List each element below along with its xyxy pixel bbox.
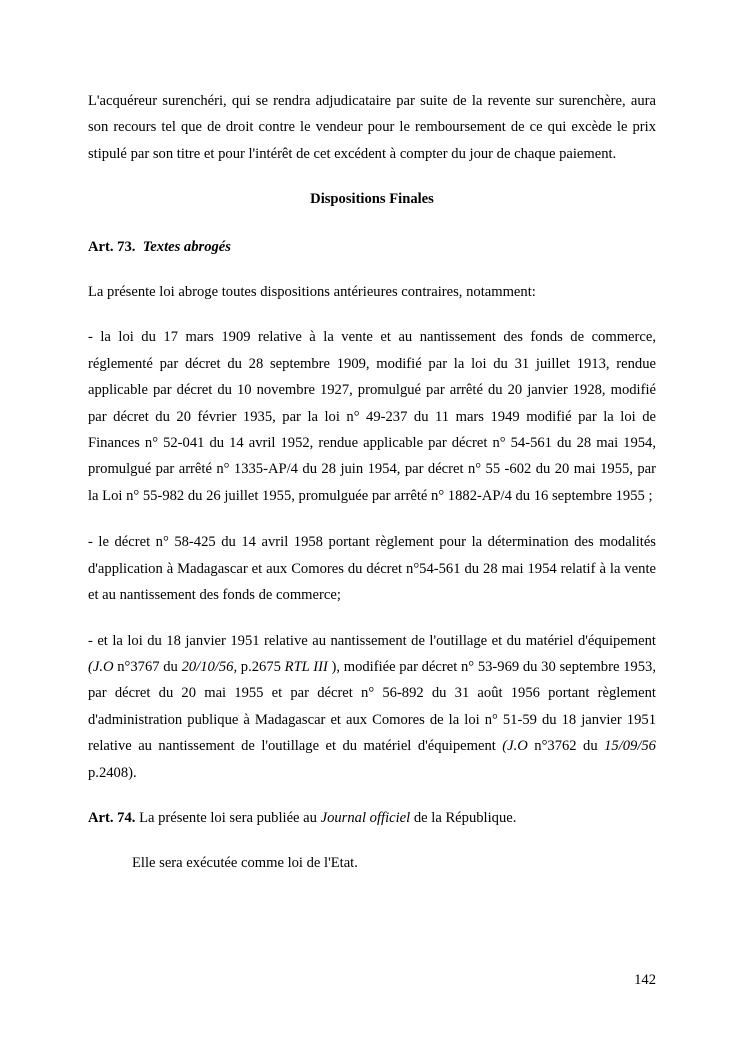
- art73-intro: La présente loi abroge toutes dispositions antérieures contraires, notamment:: [88, 284, 536, 301]
- journal-officiel: Journal officiel: [320, 809, 411, 826]
- page-number: 142: [634, 972, 656, 988]
- paragraph-intro: L'acquéreur surenchéri, qui se rendra adjudicataire par suite de la revente sur surenchère, aura son recours tel que de droit contre le vendeur pour le remboursement de ce qui excède le prix stipulé par son titre et pour l'intérêt de cet excédent à compter du jour de chaque paiement.: [88, 93, 656, 162]
- art73-heading: [88, 234, 656, 260]
- art74-number: Art. 74.: [88, 809, 136, 826]
- art73-title: Textes abrogés: [142, 238, 231, 255]
- art73-item-1: - la loi du 17 mars 1909 relative à la vente et au nantissement des fonds de commerce, réglementé par décret du 28 septembre 1909, modifié par la loi du 31 juillet 1913, rendue applicable par décret du 10 novembre 1927, promulgué par arrêté du 20 janvier 1928, modifié par décret du 20 février 1935, par la loi n° 49-237 du 11 mars 1949 modifié par la loi de Finances n° 52-041 du 14 avril 1952, rendue applicable par décret n° 54-561 du 28 mai 1954, promulgué par arrêté n° 1335-AP/4 du 28 juin 1954, par décret n° 55 -602 du 20 mai 1955, par la Loi n° 55-982 du 26 juillet 1955, promulguée par arrêté n° 1882-AP/4 du 16 septembre 1955 ;: [88, 329, 656, 504]
- art74-paragraph: Art. 74. La présente loi sera publiée au Journal officiel de la République.: [88, 809, 517, 826]
- section-heading: Dispositions Finales: [310, 191, 434, 208]
- art73-item-3: - et la loi du 18 janvier 1951 relative au nantissement de l'outillage et du matériel d'équipement (J.O n°3767 du 20/10/56, p.2675 RTL III ), modifiée par décret n° 53-969 du 30 septembre 1953, par décret du 20 mai 1955 et par décret n° 56-892 du 31 août 1956 portant règlement d'administration publique à Madagascar et aux Comores de la loi n° 51-59 du 18 janvier 1951 relative au nantissement de l'outillage et du matériel d'équipement (J.O n°3762 du 15/09/56 p.2408).: [88, 632, 656, 781]
- art74-execution: Elle sera exécutée comme loi de l'Etat.: [132, 855, 358, 872]
- art73-item-2: - le décret n° 58-425 du 14 avril 1958 portant règlement pour la détermination des modalités d'application à Madagascar et aux Comores du décret n°54-561 du 28 mai 1954 relatif à la vente et au nantissement des fonds de commerce;: [88, 534, 656, 604]
- document-page: [88, 88, 656, 877]
- art73-number: Art. 73.: [88, 238, 136, 255]
